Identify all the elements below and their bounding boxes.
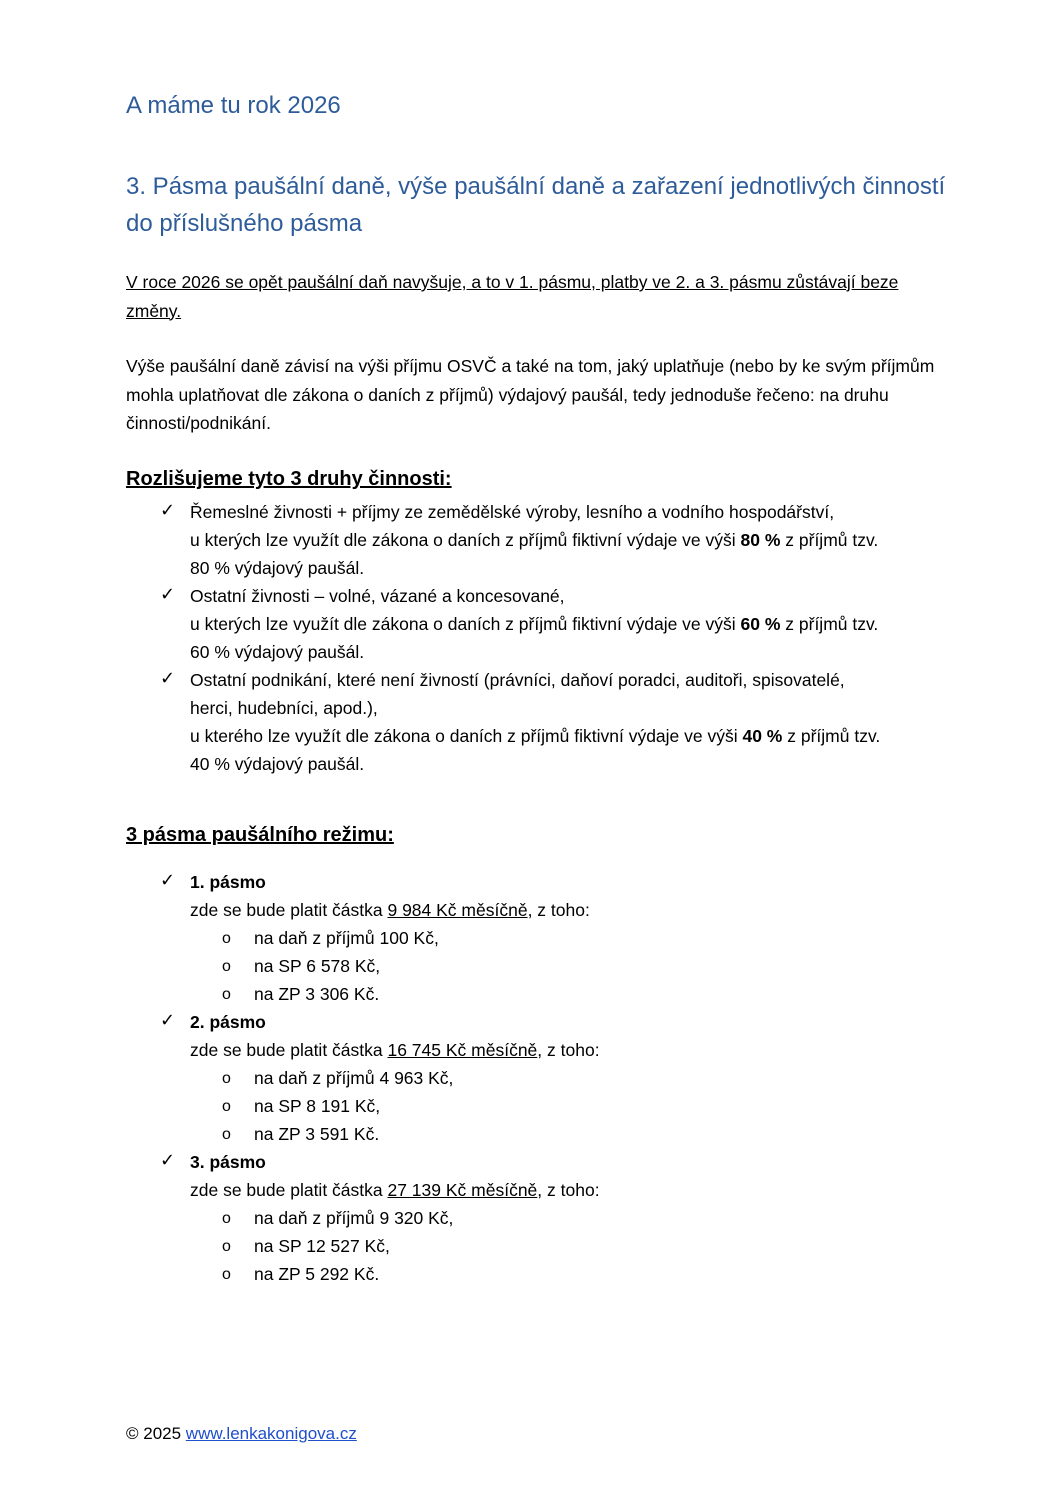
band-1-amount: 9 984 Kč měsíčně: [387, 900, 528, 920]
band-2-payment: zde se bude platit částka 16 745 Kč měsíčně, z toho:: [190, 1040, 600, 1060]
circle-bullet-icon: o: [222, 986, 231, 1003]
activity-2-line1: Ostatní živnosti – volné, vázané a koncesované,: [190, 586, 565, 606]
activity-2-line2: u kterých lze využít dle zákona o daních z příjmů fiktivní výdaje ve výši 60 % z příjmů tzv.: [190, 614, 879, 634]
band-1-part: na SP 6 578 Kč,: [254, 956, 381, 976]
footer: [126, 1424, 357, 1444]
activity-1-line2: u kterých lze využít dle zákona o daních z příjmů fiktivní výdaje ve výši 80 % z příjmů tzv.: [190, 530, 879, 550]
band-1-part: na daň z příjmů 100 Kč,: [254, 928, 439, 948]
activity-2-percent: 60 %: [740, 614, 781, 634]
band-1-name: 1. pásmo: [190, 872, 266, 892]
circle-bullet-icon: o: [222, 1070, 231, 1087]
band-3-part: na daň z příjmů 9 320 Kč,: [254, 1208, 454, 1228]
band-3-part: na SP 12 527 Kč,: [254, 1236, 390, 1256]
circle-bullet-icon: o: [222, 1098, 231, 1115]
activity-3-line2: u kterého lze využít dle zákona o daních z příjmů fiktivní výdaje ve výši 40 % z příjmů tzv.: [190, 726, 881, 746]
band-3-name: 3. pásmo: [190, 1152, 266, 1172]
band-2-name: 2. pásmo: [190, 1012, 266, 1032]
activity-1-line1: Řemeslné živnosti + příjmy ze zemědělské výroby, lesního a vodního hospodářství,: [190, 502, 835, 522]
activity-2-line3: 60 % výdajový paušál.: [190, 642, 365, 662]
band-3-payment: zde se bude platit částka 27 139 Kč měsíčně, z toho:: [190, 1180, 600, 1200]
check-icon: ✓: [160, 584, 176, 604]
circle-bullet-icon: o: [222, 1210, 231, 1227]
copyright: © 2025: [126, 1424, 186, 1443]
activity-1-line3: 80 % výdajový paušál.: [190, 558, 365, 578]
intro-underlined: V roce 2026 se opět paušální daň navyšuje, a to v 1. pásmu, platby ve 2. a 3. pásmu zůstávají beze změny.: [126, 272, 899, 321]
check-icon: ✓: [160, 1150, 176, 1170]
band-3-amount: 27 139 Kč měsíčně: [387, 1180, 538, 1200]
intro-body: Výše paušální daně závisí na výši příjmu OSVČ a také na tom, jaký uplatňuje (nebo by ke svým příjmům mohla uplatňovat dle zákona o daních z příjmů) výdajový paušál, tedy jednoduše řečeno: na druhu činnosti/podnikání.: [126, 356, 935, 433]
activity-3-line1: Ostatní podnikání, které není živností (právníci, daňoví poradci, auditoři, spisovatelé,: [190, 670, 845, 690]
section-heading: 3. Pásma paušální daně, výše paušální daně a zařazení jednotlivých činností do příslušného pásma: [126, 173, 946, 237]
circle-bullet-icon: o: [222, 930, 231, 947]
band-2-part: na daň z příjmů 4 963 Kč,: [254, 1068, 454, 1088]
activity-3-percent: 40 %: [742, 726, 783, 746]
band-2-amount: 16 745 Kč měsíčně: [387, 1040, 538, 1060]
document-title: A máme tu rok 2026: [126, 92, 341, 119]
circle-bullet-icon: o: [222, 1238, 231, 1255]
circle-bullet-icon: o: [222, 1266, 231, 1283]
circle-bullet-icon: o: [222, 1126, 231, 1143]
website-link[interactable]: www.lenkakonigova.cz: [185, 1424, 357, 1443]
activity-3-line3: 40 % výdajový paušál.: [190, 754, 365, 774]
activity-3-line1b: herci, hudebníci, apod.),: [190, 698, 378, 718]
band-1-payment: zde se bude platit částka 9 984 Kč měsíčně, z toho:: [190, 900, 590, 920]
band-1-part: na ZP 3 306 Kč.: [254, 984, 380, 1004]
band-3-part: na ZP 5 292 Kč.: [254, 1264, 380, 1284]
bands-heading: 3 pásma paušálního režimu:: [126, 824, 394, 846]
check-icon: ✓: [160, 1010, 176, 1030]
activity-1-percent: 80 %: [740, 530, 781, 550]
band-2-part: na SP 8 191 Kč,: [254, 1096, 381, 1116]
check-icon: ✓: [160, 500, 176, 520]
check-icon: ✓: [160, 668, 176, 688]
band-2-part: na ZP 3 591 Kč.: [254, 1124, 380, 1144]
circle-bullet-icon: o: [222, 958, 231, 975]
activities-heading: Rozlišujeme tyto 3 druhy činnosti:: [126, 468, 452, 490]
check-icon: ✓: [160, 870, 176, 890]
